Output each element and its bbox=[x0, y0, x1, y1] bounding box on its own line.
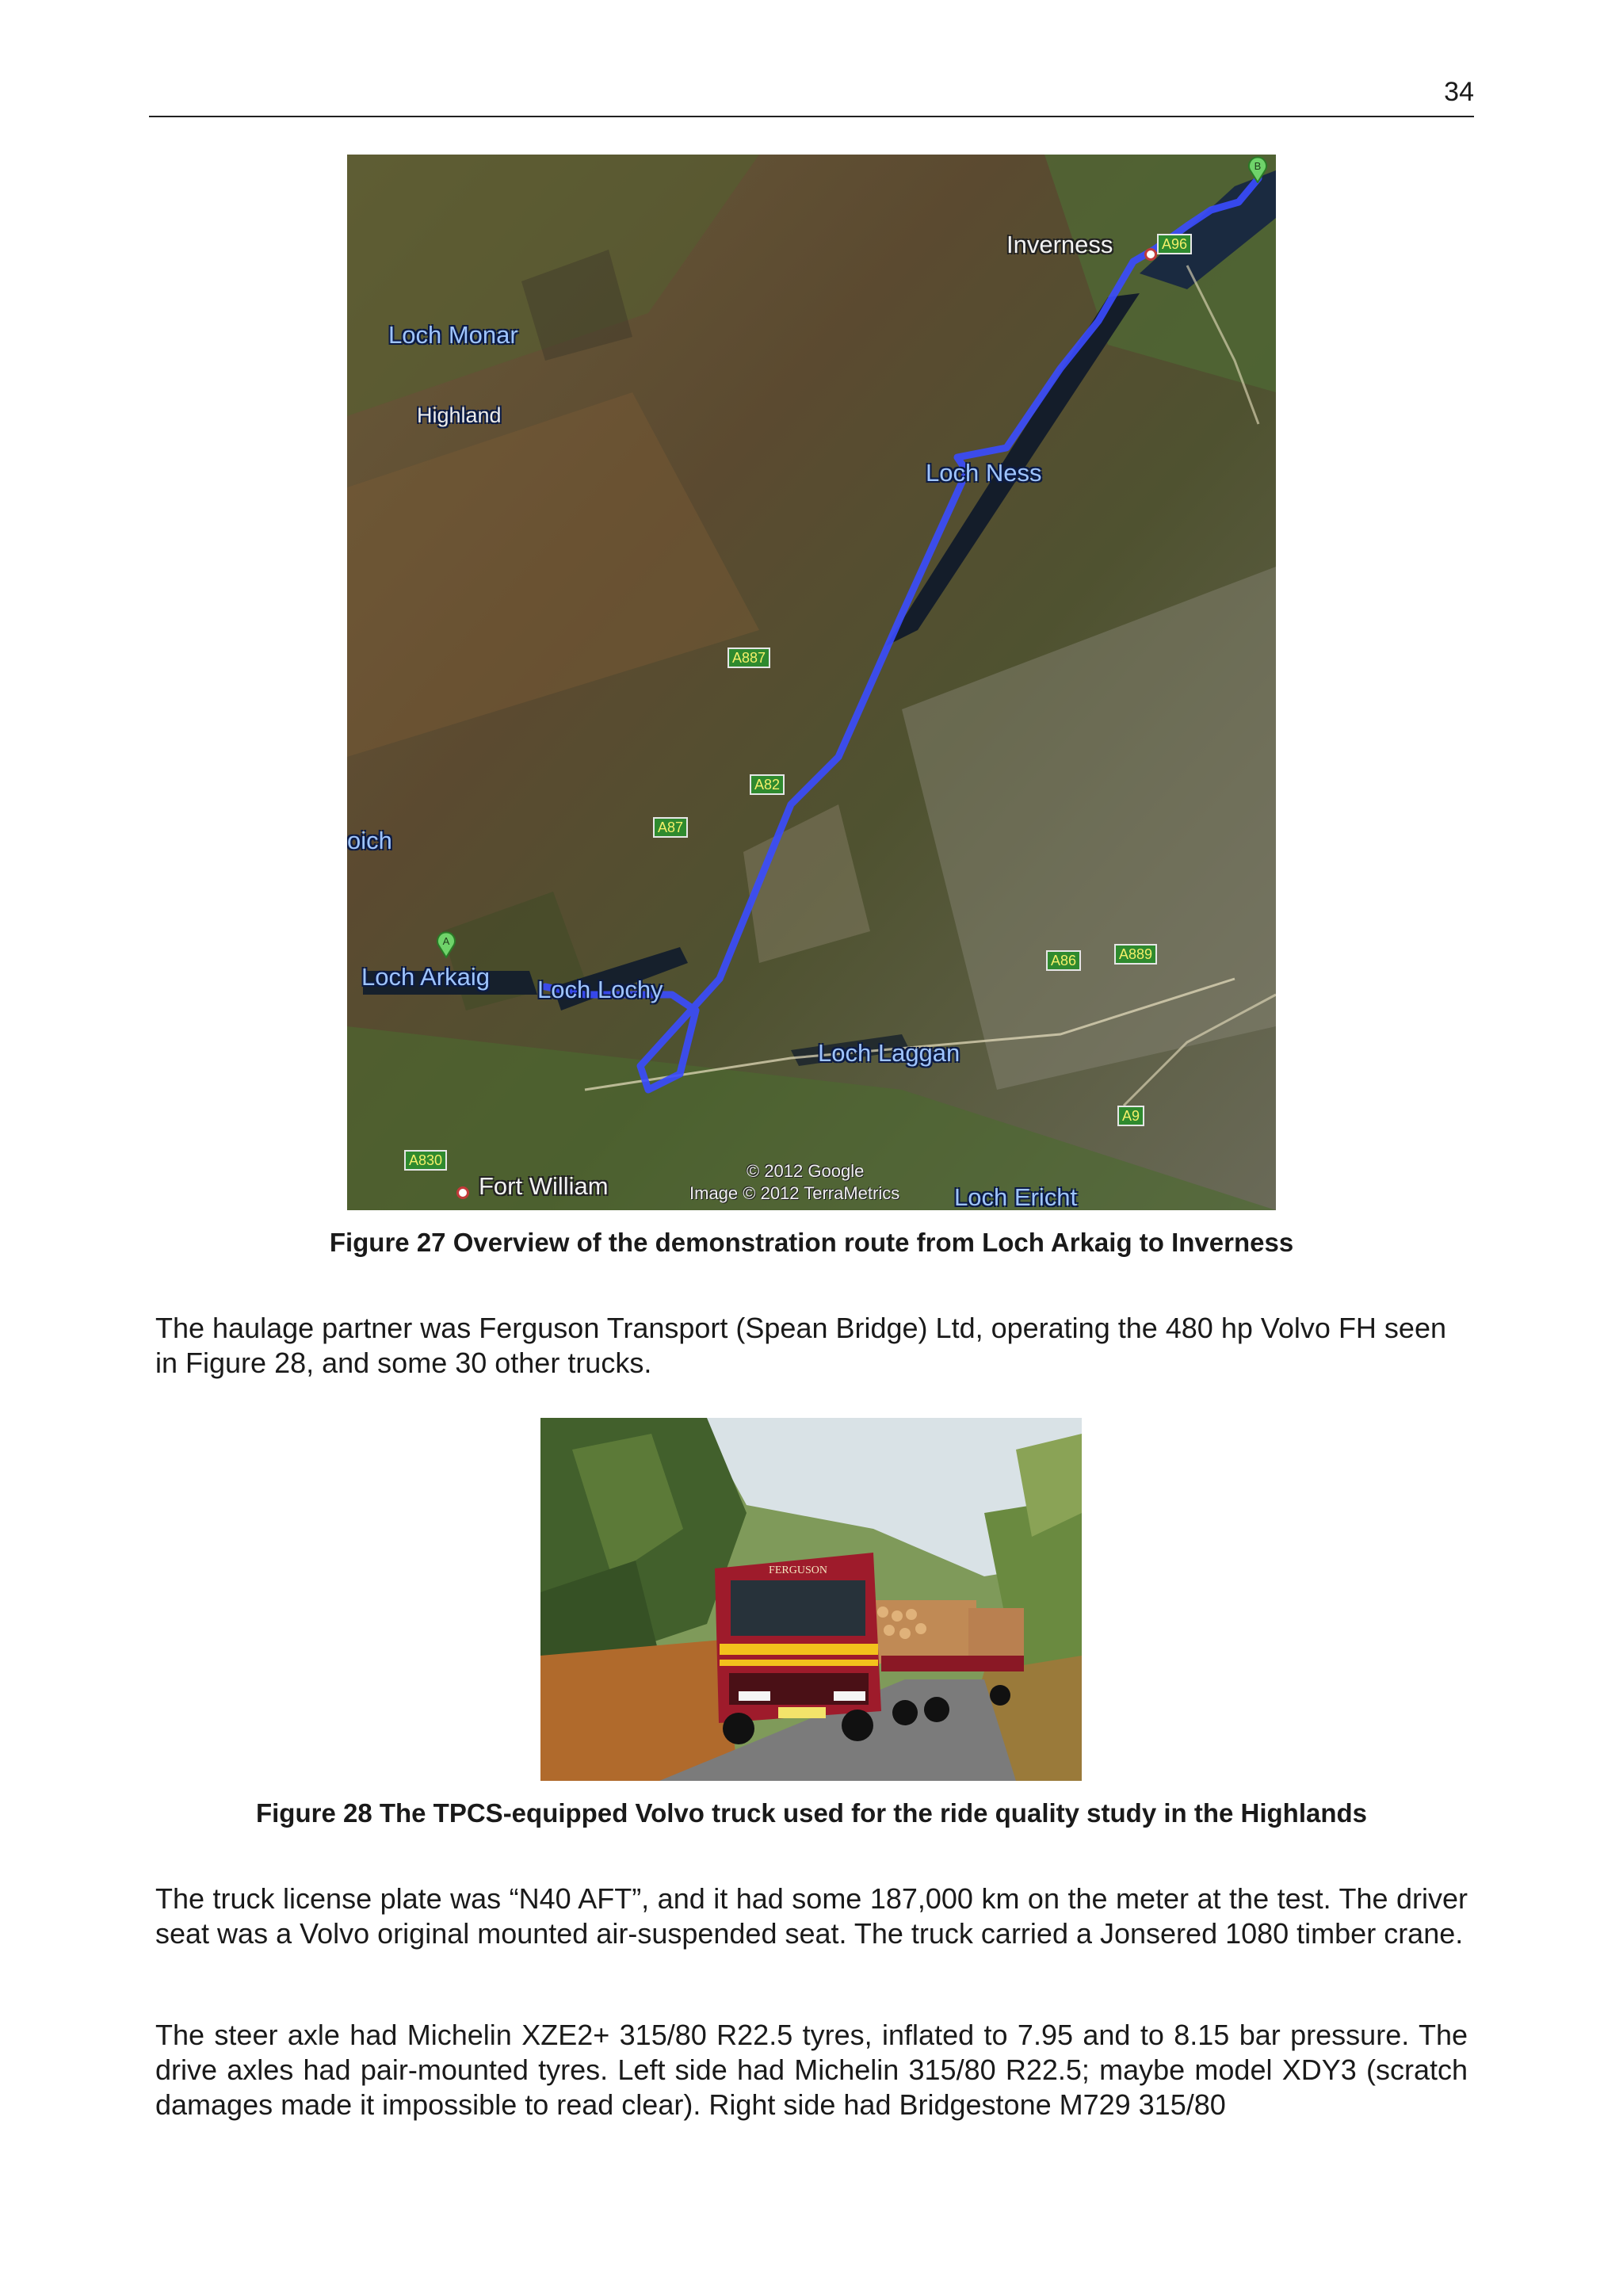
map-label-loch-ness: Loch Ness bbox=[926, 459, 1042, 487]
map-label-loch-ericht: Loch Ericht bbox=[954, 1183, 1078, 1210]
map-label-inverness: Inverness bbox=[1006, 231, 1113, 258]
road-shield-a96: A96 bbox=[1157, 234, 1192, 254]
map-copyright-google: © 2012 Google bbox=[747, 1161, 865, 1181]
truck-cab-text: FERGUSON bbox=[769, 1564, 827, 1576]
paragraph-haulage-partner: The haulage partner was Ferguson Transport (Spean Bridge) Ltd, operating the 480 hp Volvo FH seen in Figure 28, and some 30 other trucks. bbox=[155, 1312, 1446, 1379]
truck-photo-figure bbox=[540, 1418, 1082, 1781]
road-shield-a889: A889 bbox=[1114, 944, 1157, 965]
map-label-highland: Highland bbox=[417, 403, 502, 427]
road-shield-a830: A830 bbox=[404, 1150, 447, 1171]
map-label-loch-monar: Loch Monar bbox=[388, 321, 518, 349]
fort-william-dot-icon bbox=[456, 1186, 469, 1199]
paragraph-tyres: The steer axle had Michelin XZE2+ 315/80 R22.5 tyres, inflated to 7.95 and to 8.15 bar pressure. The drive axles had pair-mounted tyres. Left side had Michelin 315/80 R22.5; maybe model XDY3 (scratch damages made it impossible to read clear). Right side had Bridgestone M729 315/80 bbox=[155, 2019, 1468, 2121]
map-copyright-imagery: Image © 2012 TerraMetrics bbox=[689, 1183, 900, 1203]
paragraph-license-plate: The truck license plate was “N40 AFT”, and it had some 187,000 km on the meter at the test. The driver seat was a Volvo original mounted air-suspended seat. The truck carried a Jonsered 1080 timber crane. bbox=[155, 1882, 1468, 1950]
road-shield-a9: A9 bbox=[1117, 1106, 1144, 1126]
figure-27-caption: Figure 27 Overview of the demonstration route from Loch Arkaig to Inverness bbox=[329, 1228, 1294, 1257]
figure-28-caption: Figure 28 The TPCS-equipped Volvo truck used for the ride quality study in the Highlands bbox=[255, 1798, 1368, 1828]
road-shield-a86: A86 bbox=[1046, 950, 1081, 971]
page-number: 34 bbox=[1444, 77, 1474, 107]
road-shield-a87: A87 bbox=[653, 817, 688, 838]
start-marker-icon bbox=[436, 931, 456, 958]
road-shield-a887: A887 bbox=[727, 648, 770, 668]
truck-photo-image bbox=[540, 1418, 1082, 1781]
map-label-loch-laggan: Loch Laggan bbox=[818, 1039, 960, 1067]
inverness-dot-icon bbox=[1144, 248, 1157, 261]
map-label-oich: oich bbox=[347, 827, 392, 854]
svg-text:A: A bbox=[442, 935, 450, 947]
road-shield-a82: A82 bbox=[750, 774, 785, 795]
svg-text:B: B bbox=[1254, 160, 1262, 172]
end-marker-icon bbox=[1247, 156, 1268, 183]
map-label-loch-arkaig: Loch Arkaig bbox=[361, 963, 490, 991]
satellite-map-image bbox=[347, 155, 1276, 1210]
route-map-figure bbox=[347, 155, 1276, 1210]
header-rule bbox=[149, 116, 1474, 117]
map-label-fort-william: Fort William bbox=[479, 1172, 609, 1200]
map-label-loch-lochy: Loch Lochy bbox=[537, 976, 663, 1003]
